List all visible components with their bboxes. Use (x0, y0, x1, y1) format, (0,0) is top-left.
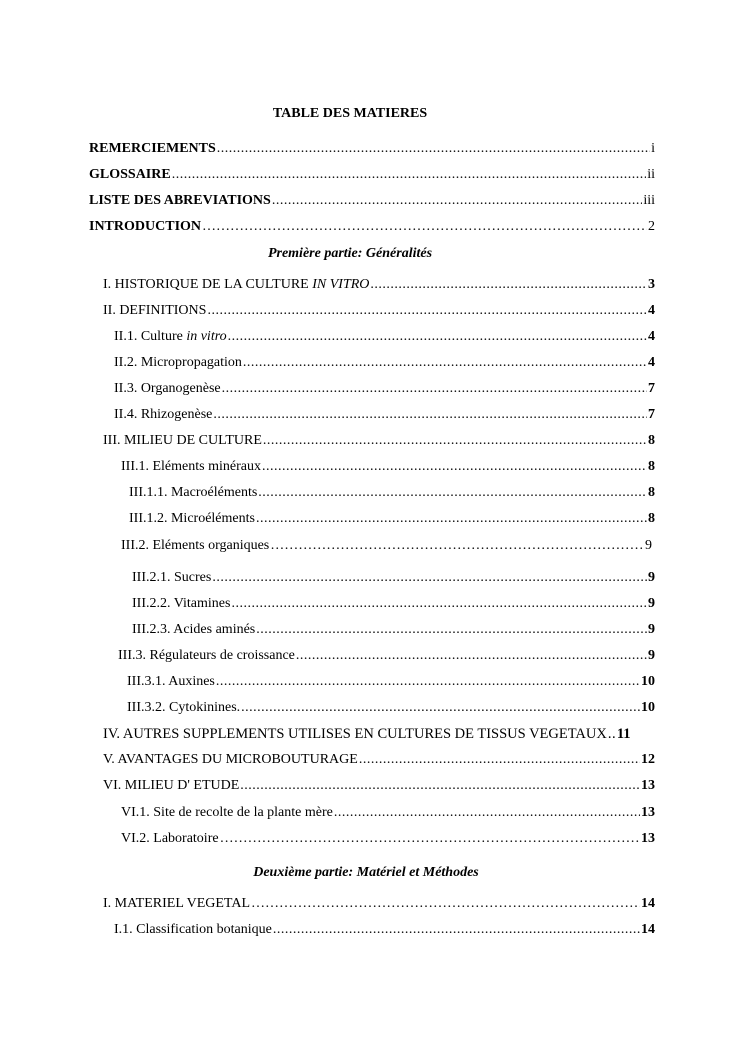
toc-page-number: 2 (648, 219, 655, 234)
toc-page-number: 12 (641, 752, 655, 767)
toc-entry-label: I. MATERIEL VEGETAL (103, 896, 251, 911)
toc-page-number: 8 (648, 511, 655, 526)
dot-leader (228, 329, 647, 345)
toc-page-number: 10 (641, 700, 655, 715)
dot-leader (258, 485, 647, 501)
toc-entry-label: III.1.2. Microéléments (129, 511, 255, 526)
dot-leader (216, 674, 640, 690)
toc-entry-label: GLOSSAIRE (89, 167, 171, 182)
toc-entry[interactable] (129, 485, 655, 501)
toc-entry[interactable] (114, 407, 655, 423)
toc-entry[interactable] (103, 277, 655, 293)
toc-entry-label: REMERCIEMENTS (89, 141, 216, 156)
toc-page-number: 14 (641, 896, 655, 911)
toc-entry-label: LISTE DES ABREVIATIONS (89, 193, 271, 208)
dot-leader (172, 167, 647, 183)
toc-entry-label: III.3.1. Auxines (127, 674, 215, 689)
toc-page-number: 4 (648, 329, 655, 344)
toc-entry-label: IV. AUTRES SUPPLEMENTS UTILISES EN CULTURES DE TISSUS VEGETAUX (103, 726, 607, 742)
toc-page-number: 9 (648, 648, 655, 663)
toc-page-number: 9 (648, 570, 655, 585)
dot-leader (202, 219, 647, 235)
dot-leader (273, 922, 640, 938)
toc-page-number: 14 (641, 922, 655, 937)
part1-heading: Première partie: Généralités (267, 246, 433, 261)
toc-entry-label: III.2.2. Vitamines (132, 596, 231, 611)
dot-leader (213, 407, 647, 423)
toc-page-number: 3 (648, 277, 655, 292)
dot-leader (256, 511, 647, 527)
toc-entry[interactable] (121, 831, 655, 847)
dot-leader (270, 538, 644, 554)
dot-leader (217, 141, 650, 157)
toc-page-number: 7 (648, 407, 655, 422)
dot-leader (243, 355, 647, 371)
toc-page-number: 7 (648, 381, 655, 396)
toc-entry-label: V. AVANTAGES DU MICROBOUTURAGE (103, 752, 358, 767)
dot-leader (263, 433, 647, 449)
dot-leader (240, 778, 640, 794)
toc-page-number: 13 (641, 831, 655, 846)
toc-entry-label: II.2. Micropropagation (114, 355, 242, 370)
dot-leader (222, 381, 647, 397)
dot-leader (359, 752, 640, 768)
dot-leader (256, 622, 647, 638)
toc-entry[interactable] (127, 700, 655, 716)
toc-entry[interactable] (132, 596, 655, 612)
toc-entry-abreviations[interactable] (89, 193, 655, 209)
toc-page-number: 13 (641, 778, 655, 793)
toc-entry[interactable] (114, 381, 655, 397)
toc-entry[interactable] (114, 329, 655, 345)
toc-page-number: 13 (641, 805, 655, 820)
toc-entry-label: I.1. Classification botanique (114, 922, 272, 937)
toc-entry-label: III. MILIEU DE CULTURE (103, 433, 262, 448)
toc-entry[interactable] (103, 752, 655, 768)
dot-leader (251, 896, 640, 912)
toc-entry[interactable] (103, 778, 655, 794)
toc-page-number: 4 (648, 303, 655, 318)
toc-page-number: i (651, 141, 655, 156)
toc-entry-label: INTRODUCTION (89, 219, 202, 234)
toc-entry[interactable] (103, 433, 655, 449)
toc-entry[interactable] (132, 570, 655, 586)
dot-leader (370, 277, 647, 293)
toc-entry[interactable] (103, 303, 655, 319)
toc-page-number: 4 (648, 355, 655, 370)
toc-entry-glossaire[interactable] (89, 167, 655, 183)
toc-entry-label: VI.2. Laboratoire (121, 831, 219, 846)
toc-entry-label: II.4. Rhizogenèse (114, 407, 213, 422)
toc-entry-label: II.3. Organogenèse (114, 381, 221, 396)
toc-entry[interactable] (114, 922, 655, 938)
dot-leader (272, 193, 643, 209)
toc-entry-label: III.1. Eléments minéraux (121, 459, 261, 474)
dot-leader (220, 831, 640, 847)
toc-entry[interactable] (103, 896, 655, 912)
dot-leader (296, 648, 647, 664)
toc-entry-label: II.1. Culture in vitro (114, 329, 227, 344)
toc-entry[interactable] (121, 459, 655, 475)
dot-leader (262, 459, 647, 475)
toc-entry-label: III.2.3. Acides aminés (132, 622, 256, 637)
toc-entry-label: I. HISTORIQUE DE LA CULTURE IN VITRO (103, 277, 370, 292)
toc-entry-label: II. DEFINITIONS (103, 303, 207, 318)
toc-entry[interactable] (114, 355, 655, 371)
toc-entry-label: III.3. Régulateurs de croissance (118, 648, 295, 663)
toc-entry-label: VI. MILIEU D' ETUDE (103, 778, 240, 793)
toc-entry[interactable] (103, 726, 655, 743)
toc-entry-label: III.2. Eléments organiques (121, 538, 270, 553)
toc-entry[interactable] (121, 805, 655, 821)
dot-leader (212, 570, 647, 586)
toc-entry[interactable] (118, 648, 655, 664)
toc-page-number: 10 (641, 674, 655, 689)
toc-page-number: 9 (648, 596, 655, 611)
toc-entry-label: VI.1. Site de recolte de la plante mère (121, 805, 333, 820)
toc-page-number: 11 (616, 726, 631, 742)
toc-page-number: 9 (648, 622, 655, 637)
dot-leader (241, 700, 640, 716)
toc-page-number: iii (643, 193, 655, 208)
toc-page-number: 8 (648, 485, 655, 500)
toc-page-number: 9 (645, 538, 652, 553)
part2-heading: Deuxième partie: Matériel et Méthodes (253, 865, 479, 880)
toc-entry-introduction[interactable] (89, 219, 655, 235)
toc-entry-label: III.1.1. Macroéléments (129, 485, 258, 500)
dot-leader (207, 303, 647, 319)
toc-title: TABLE DES MATIERES (272, 106, 428, 121)
dot-leader (231, 596, 647, 612)
toc-page-number: ii (647, 167, 655, 182)
toc-entry-remerciements[interactable] (89, 141, 655, 157)
toc-page-number: 8 (648, 433, 655, 448)
toc-entry[interactable] (121, 538, 652, 554)
toc-entry-label: III.3.2. Cytokinines. (127, 700, 241, 715)
toc-entry[interactable] (132, 622, 655, 638)
dot-leader (608, 726, 616, 743)
dot-leader (334, 805, 640, 821)
toc-entry[interactable] (127, 674, 655, 690)
toc-entry-label: III.2.1. Sucres (132, 570, 212, 585)
toc-page-number: 8 (648, 459, 655, 474)
toc-entry[interactable] (129, 511, 655, 527)
